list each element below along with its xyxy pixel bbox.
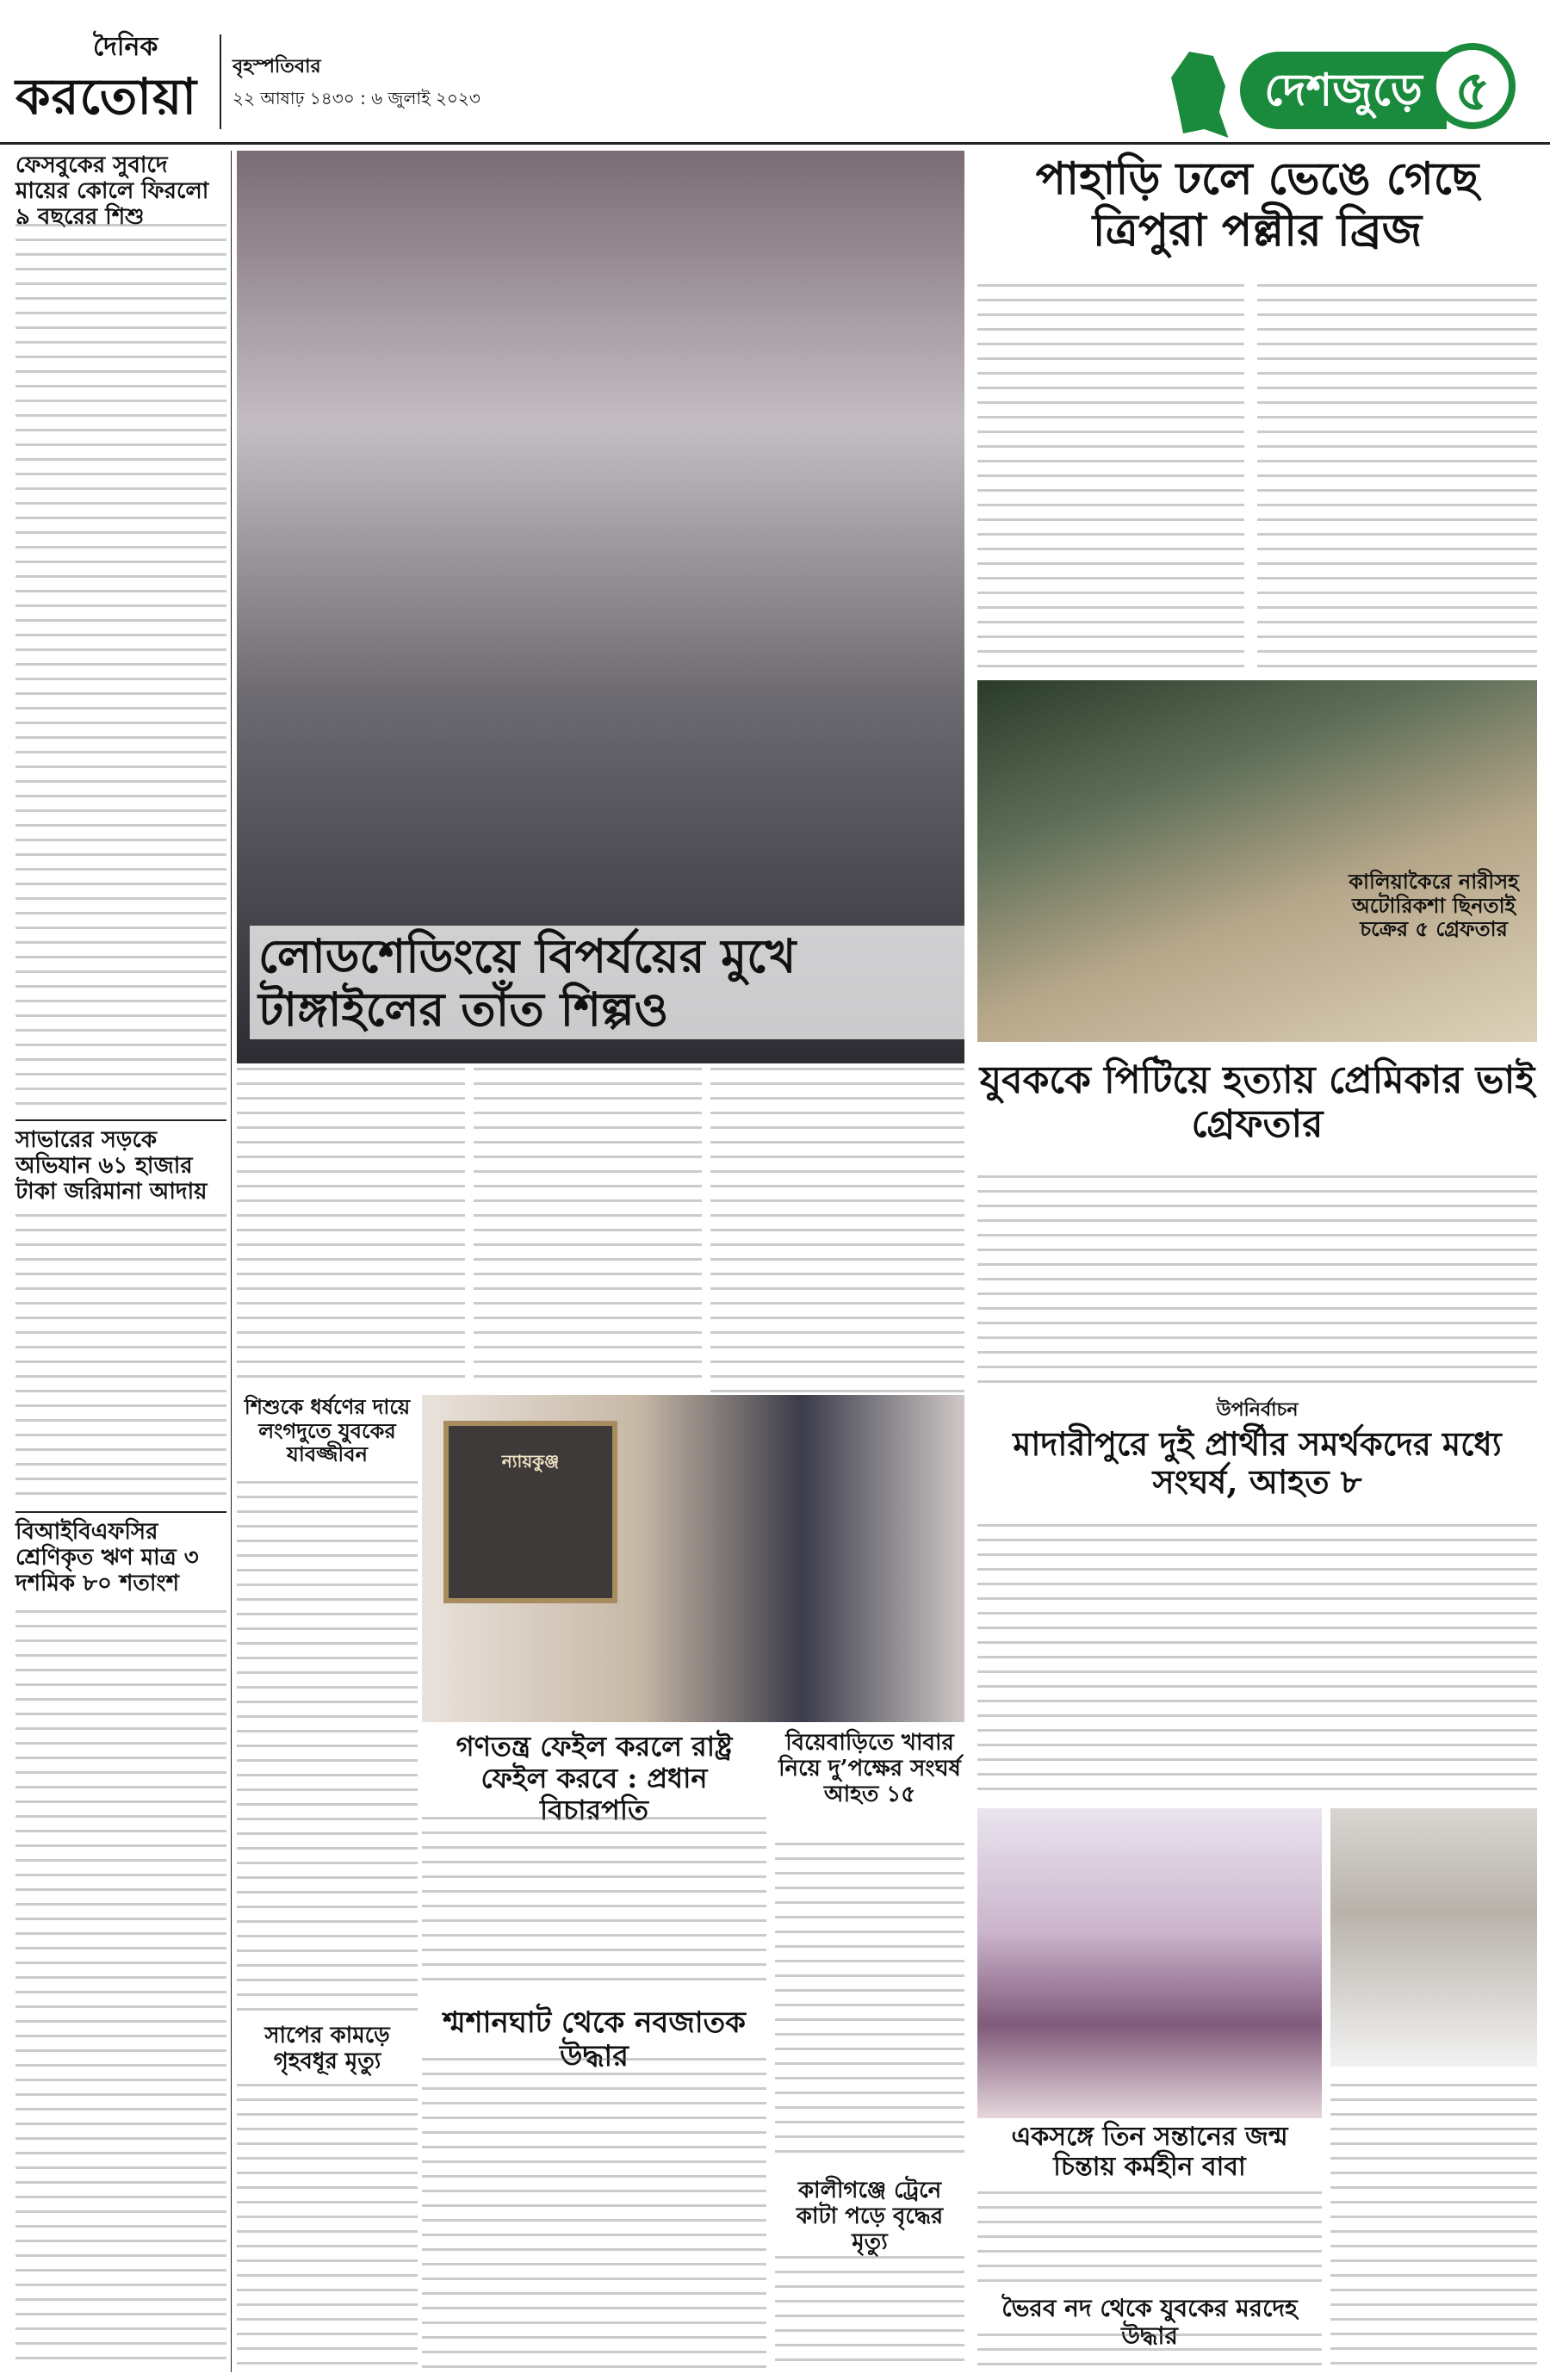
headline-kaliakoir: কালিয়াকৈরে নারীসহ অটোরিকশা ছিনতাই চক্রের ৫ গ্রেফতার [1348, 869, 1519, 942]
hospital-photo [977, 1808, 1322, 2118]
section-badge [1171, 43, 1533, 146]
headline-longadu: শিশুকে ধর্ষণের দায়ে লংগদুতে যুবকের যাবজ্জীবন [244, 1394, 411, 1467]
article-body [775, 1843, 964, 2161]
article-body [775, 2256, 964, 2368]
article-body [237, 1481, 418, 2015]
date: ২২ আষাঢ় ১৪৩০ : ৬ জুলাই ২০২৩ [232, 88, 480, 108]
headline-wedding: বিয়েবাড়িতে খাবার নিয়ে দু’পক্ষের সংঘর্ষ আহত ১৫ [778, 1730, 961, 1807]
article-body [16, 1214, 226, 1498]
article-body [977, 284, 1244, 672]
headline-facebook: ফেসবুকের সুবাদে মায়ের কোলে ফিরলো ৯ বছরের শিশু [16, 152, 209, 230]
article-body [710, 1068, 964, 1421]
masthead-logo [16, 26, 214, 138]
headline-snakebite: সাপের কামড়ে গৃহবধূর মৃত্যু [264, 2023, 390, 2074]
article-body [977, 1524, 1537, 1800]
plaque-title: ন্যায়কুঞ্জ [501, 1451, 560, 1472]
day: বৃহস্পতিবার [232, 56, 321, 77]
headline-bibf: বিআইবিএফসির শ্রেণিকৃত ঋণ মাত্র ৩ দশমিক ৮০ শতাংশ [16, 1519, 199, 1596]
headline-savar: সাভারের সড়কে অভিযান ৬১ হাজার টাকা জরিমানা আদায় [16, 1127, 208, 1205]
bridge-photo [977, 680, 1537, 1042]
article-body [977, 2334, 1322, 2372]
logo-top: দৈনিক [93, 32, 158, 62]
headline-triplets: একসঙ্গে তিন সন্তানের জন্ম চিন্তায় কর্মহীন বাবা [1011, 2122, 1288, 2182]
article-body [237, 1068, 465, 1386]
headline-chief-justice: গণতন্ত্র ফেইল করলে রাষ্ট্র ফেইল করবে : প্রধান বিচারপতি [456, 1730, 733, 1826]
headline-murder: যুবককে পিটিয়ে হত্যায় প্রেমিকার ভাই গ্রেফতার [979, 1058, 1535, 1146]
article-body [16, 224, 226, 1111]
headline-loom: লোডশেডিংয়ে বিপর্যয়ের মুখে টাঙ্গাইলের তাঁত শিল্পও [250, 926, 969, 1039]
article-body [422, 2058, 766, 2368]
logo-main: করতোয়া [16, 67, 198, 126]
article-body [474, 1068, 702, 1386]
article-body [237, 2084, 418, 2368]
headline-bhairab: ভৈরব নদ থেকে যুবকের মরদেহ উদ্ধার [1001, 2294, 1298, 2351]
article-body [977, 2191, 1322, 2286]
section-title: দেশজুড়ে [1240, 52, 1447, 129]
headline-newborn: শ্মশানঘাট থেকে নবজাতক উদ্ধার [443, 2005, 746, 2074]
article-body [1330, 2084, 1537, 2368]
article-body [16, 1610, 226, 2368]
headline-tripura: পাহাড়ি ঢলে ভেঙে গেছে ত্রিপুরা পল্লীর ব্রিজ [1035, 152, 1479, 257]
portrait-photo [1330, 1808, 1537, 2067]
bangladesh-map-icon [1171, 52, 1231, 138]
headline-train: কালীগঞ্জে ট্রেনে কাটা পড়ে বৃদ্ধের মৃত্যু [796, 2178, 944, 2255]
kicker-by-election: উপনির্বাচন [1216, 1398, 1299, 1421]
headline-madaripur: মাদারীপুরে দুই প্রার্থীর সমর্থকদের মধ্যে সংঘর্ষ, আহত ৮ [1013, 1424, 1502, 1501]
page-number: ৫ [1429, 43, 1516, 129]
article-body [422, 1817, 766, 1989]
article-body [1257, 284, 1537, 672]
plaque [443, 1421, 617, 1603]
